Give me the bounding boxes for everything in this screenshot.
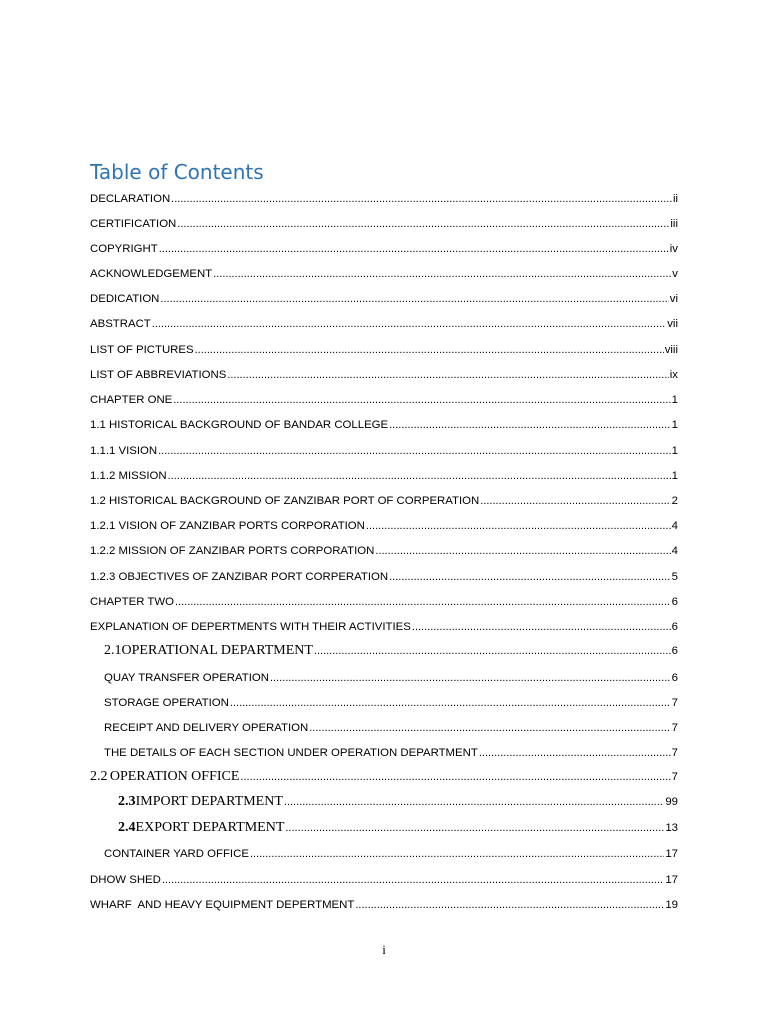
toc-entry-page: 7 [671, 697, 678, 709]
dot-leader [160, 289, 668, 309]
toc-entry-label: THE DETAILS OF EACH SECTION UNDER OPERATION DEPARTMENT [104, 747, 478, 759]
toc-entry-page: v [672, 268, 678, 280]
toc-entry-page: 1 [671, 394, 678, 406]
toc-entry[interactable] [90, 365, 678, 385]
toc-entry[interactable] [90, 516, 678, 536]
toc-entry-number: 2.1 [104, 643, 122, 658]
dot-leader [177, 214, 669, 234]
dot-leader [168, 466, 671, 486]
toc-entry-label: OPERATION OFFICE [109, 769, 240, 784]
toc-entry-page: ix [669, 369, 678, 381]
toc-entry[interactable] [90, 415, 678, 435]
toc-entry-label: 1.1.2 MISSION [90, 470, 167, 482]
dot-leader [240, 767, 670, 787]
toc-entry-label: CHAPTER TWO [90, 596, 174, 608]
toc-entry[interactable] [90, 466, 678, 486]
page-number: i [382, 942, 386, 957]
toc-entry[interactable] [90, 239, 678, 259]
toc-entry-page: iii [670, 218, 678, 230]
toc-entry-label: 1.2 HISTORICAL BACKGROUND OF ZANZIBAR PORT OF CORPERATION [90, 495, 480, 507]
toc-entry-label: 1.1.1 VISION [90, 445, 158, 457]
toc-entry-label: CONTAINER YARD OFFICE [104, 848, 249, 860]
toc-entry[interactable] [90, 314, 678, 334]
toc-entry-page: 1 [671, 445, 678, 457]
dot-leader [270, 668, 671, 688]
dot-leader [162, 870, 664, 890]
toc-entry-page: 7 [671, 771, 678, 783]
dot-leader [375, 541, 670, 561]
toc-entry-label: LIST OF PICTURES [90, 344, 194, 356]
toc-entry-label: OPERATIONAL DEPARTMENT [121, 643, 313, 658]
toc-entry-page: 4 [671, 520, 678, 532]
toc-entry-label: ABSTRACT [90, 318, 151, 330]
toc-entry-number: 2.2 [90, 769, 108, 784]
toc-entry-page: iv [669, 243, 678, 255]
toc-entry[interactable] [90, 567, 678, 587]
toc-entry[interactable] [90, 541, 678, 561]
toc-entry-page: 2 [671, 495, 678, 507]
toc-entry[interactable] [90, 767, 678, 787]
toc-entry-page: 17 [665, 874, 678, 886]
toc-entry-label: 1.2.3 OBJECTIVES OF ZANZIBAR PORT CORPERATION [90, 571, 389, 583]
dot-leader [195, 340, 664, 360]
toc-entry-page: 13 [665, 822, 678, 834]
dot-leader [230, 693, 671, 713]
toc-entry-label: EXPORT DEPARTMENT [135, 820, 285, 835]
toc-entry[interactable] [90, 895, 678, 915]
dot-leader [285, 818, 664, 838]
toc-entry-label: RECEIPT AND DELIVERY OPERATION [104, 722, 309, 734]
toc-entry-label: DECLARATION [90, 193, 171, 205]
toc-entry-page: vii [667, 318, 678, 330]
toc-entry-label: COPYRIGHT [90, 243, 158, 255]
toc-entry-number: 2.4 [118, 820, 136, 835]
toc-entry-page: 5 [671, 571, 678, 583]
dot-leader [175, 592, 671, 612]
dot-leader [309, 718, 670, 738]
toc-entry-page: 7 [671, 747, 678, 759]
toc-entry[interactable] [90, 189, 678, 209]
toc-entry[interactable] [90, 870, 678, 890]
toc-entry[interactable] [90, 592, 678, 612]
toc-entry-page: 1 [671, 419, 678, 431]
dot-leader [389, 567, 671, 587]
toc-entry-label: LIST OF ABBREVIATIONS [90, 369, 227, 381]
toc-title: Table of Contents [90, 160, 264, 184]
toc-entry-page: 17 [665, 848, 678, 860]
toc-entry-label: STORAGE OPERATION [104, 697, 229, 709]
toc-entry[interactable] [90, 390, 678, 410]
toc-entry[interactable] [104, 668, 678, 688]
toc-entry[interactable] [104, 718, 678, 738]
toc-entry[interactable] [90, 289, 678, 309]
toc-entry-page: ii [672, 193, 678, 205]
dot-leader [250, 844, 664, 864]
toc-entry[interactable] [118, 792, 678, 812]
toc-entry-page: 6 [671, 672, 678, 684]
toc-entry[interactable] [90, 491, 678, 511]
toc-entry[interactable] [104, 641, 678, 661]
toc-entry-number: 2.3 [118, 794, 136, 809]
dot-leader [389, 415, 671, 435]
toc-entry[interactable] [90, 441, 678, 461]
toc-entry-page: 6 [671, 621, 678, 633]
toc-entry[interactable] [90, 340, 678, 360]
toc-entry-page: vi [669, 293, 678, 305]
toc-entry-page: 4 [671, 545, 678, 557]
toc-entry-page: 1 [671, 470, 678, 482]
toc-entry-label: DEDICATION [90, 293, 160, 305]
toc-entry-page: 6 [671, 645, 678, 657]
toc-entry-page: viii [664, 344, 678, 356]
dot-leader [173, 390, 670, 410]
toc-entry-page: 19 [665, 899, 678, 911]
toc-entry[interactable] [90, 264, 678, 284]
dot-leader [480, 491, 670, 511]
toc-entry-label: 1.2.2 MISSION OF ZANZIBAR PORTS CORPORATION [90, 545, 375, 557]
toc-entry-label: EXPLANATION OF DEPERTMENTS WITH THEIR ACTIVITIES [90, 621, 411, 633]
toc-entry-page: 6 [671, 596, 678, 608]
toc-entry-label: QUAY TRANSFER OPERATION [104, 672, 269, 684]
toc-entry-label: CHAPTER ONE [90, 394, 173, 406]
dot-leader [171, 189, 672, 209]
dot-leader [355, 895, 664, 915]
toc-entry-page: 7 [671, 722, 678, 734]
dot-leader [366, 516, 671, 536]
toc-entry-label: 1.1 HISTORICAL BACKGROUND OF BANDAR COLLEGE [90, 419, 389, 431]
toc-entry-label: 1.2.1 VISION OF ZANZIBAR PORTS CORPORATION [90, 520, 365, 532]
dot-leader [213, 264, 671, 284]
toc-entry[interactable] [104, 693, 678, 713]
dot-leader [284, 792, 664, 812]
dot-leader [412, 617, 671, 637]
dot-leader [159, 239, 669, 259]
dot-leader [314, 641, 671, 661]
toc-entry-label: WHARF AND HEAVY EQUIPMENT DEPERTMENT [90, 899, 355, 911]
dot-leader [227, 365, 668, 385]
toc-entry-label: IMPORT DEPARTMENT [135, 794, 283, 809]
toc-entry-label: ACKNOWLEDGEMENT [90, 268, 213, 280]
toc-entry[interactable] [104, 743, 678, 763]
toc-entry-label: CERTIFICATION [90, 218, 177, 230]
toc-entry-page: 99 [665, 796, 678, 808]
dot-leader [152, 314, 666, 334]
toc-entry[interactable] [90, 617, 678, 637]
toc-entry[interactable] [104, 844, 678, 864]
toc-entry-label: DHOW SHED [90, 874, 161, 886]
dot-leader [479, 743, 671, 763]
toc-entry[interactable] [118, 818, 678, 838]
toc-entry[interactable] [90, 214, 678, 234]
dot-leader [158, 441, 671, 461]
